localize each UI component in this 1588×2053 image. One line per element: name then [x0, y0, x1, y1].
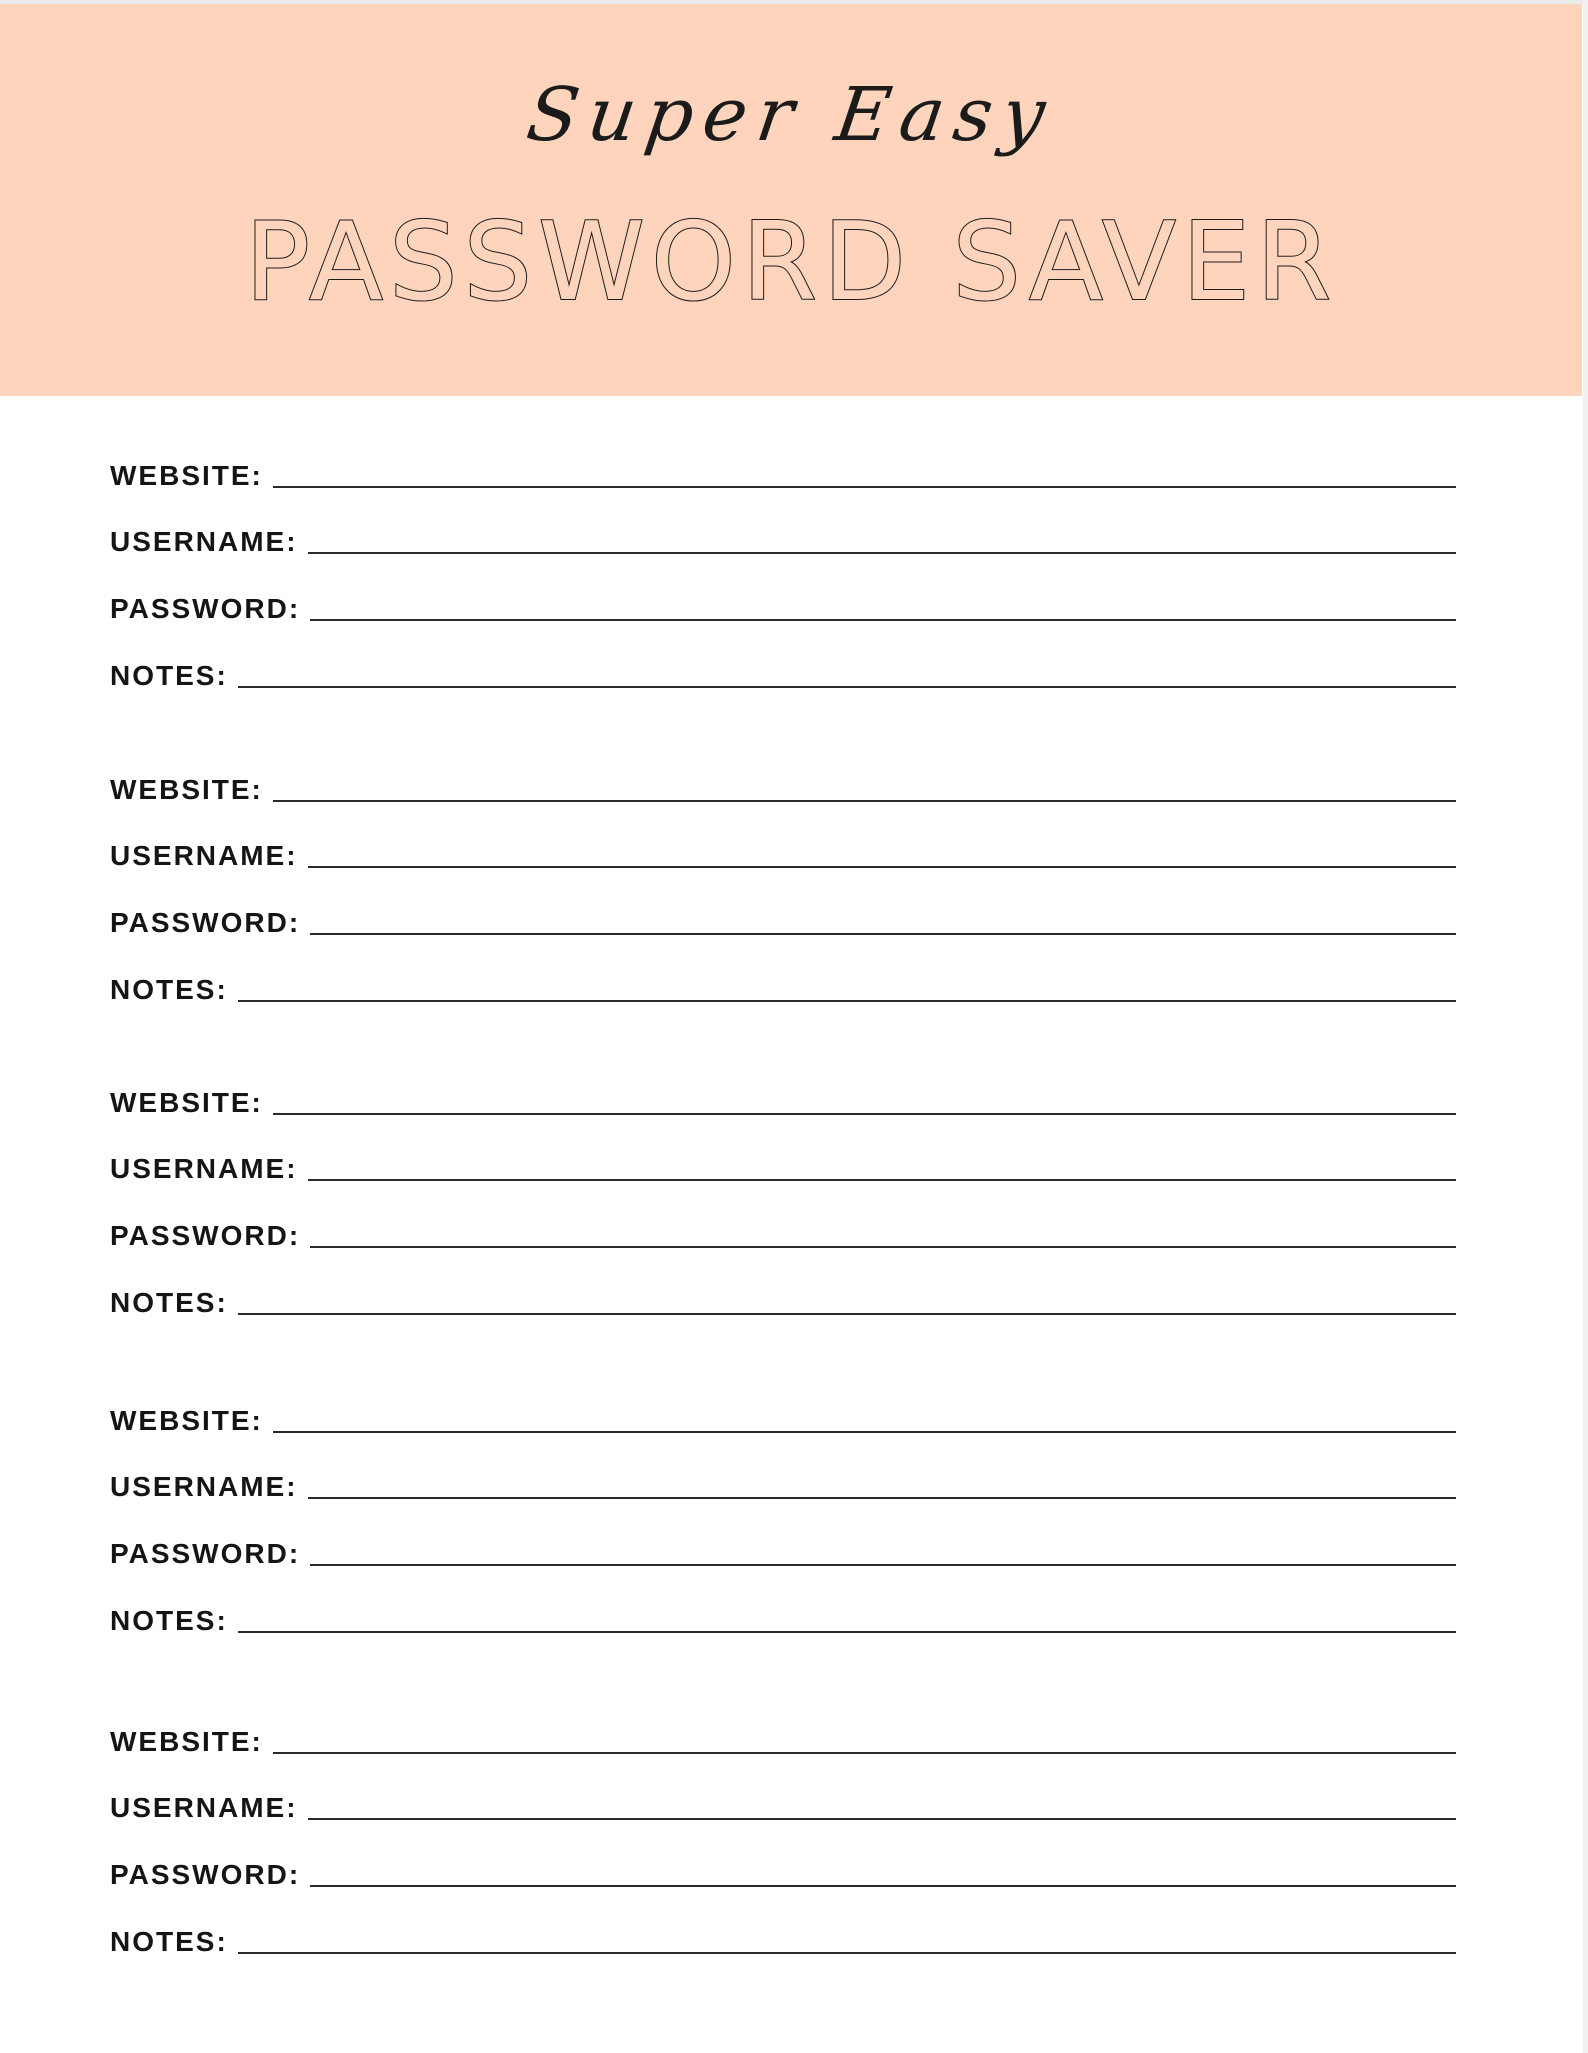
password-label: PASSWORD: — [110, 1538, 301, 1569]
website-line[interactable] — [273, 1752, 1456, 1754]
notes-field[interactable] — [110, 1595, 1456, 1635]
website-label: WEBSITE: — [110, 460, 263, 491]
password-line[interactable] — [310, 1246, 1456, 1248]
notes-line[interactable] — [238, 686, 1456, 688]
password-label: PASSWORD: — [110, 1220, 301, 1251]
notes-line[interactable] — [238, 1000, 1456, 1002]
website-field[interactable] — [110, 450, 1456, 490]
website-field[interactable] — [110, 1395, 1456, 1435]
website-label: WEBSITE: — [110, 1087, 263, 1118]
header-banner — [0, 4, 1582, 396]
website-label: WEBSITE: — [110, 1726, 263, 1757]
notes-field[interactable] — [110, 964, 1456, 1004]
page-edge-shadow — [1583, 0, 1588, 2053]
username-line[interactable] — [308, 1497, 1456, 1499]
password-line[interactable] — [310, 1885, 1456, 1887]
username-field[interactable] — [110, 516, 1456, 556]
notes-field[interactable] — [110, 1277, 1456, 1317]
password-field[interactable] — [110, 583, 1456, 623]
username-label: USERNAME: — [110, 526, 298, 557]
password-field[interactable] — [110, 1849, 1456, 1889]
website-line[interactable] — [273, 1431, 1456, 1433]
notes-line[interactable] — [238, 1313, 1456, 1315]
password-label: PASSWORD: — [110, 593, 301, 624]
website-line[interactable] — [273, 1113, 1456, 1115]
notes-label: NOTES: — [110, 660, 228, 691]
subtitle: Super Easy — [521, 72, 1061, 158]
notes-line[interactable] — [238, 1631, 1456, 1633]
notes-line[interactable] — [238, 1952, 1456, 1954]
password-field[interactable] — [110, 1210, 1456, 1250]
password-line[interactable] — [310, 933, 1456, 935]
page-title: PASSWORD SAVER — [244, 200, 1338, 325]
notes-field[interactable] — [110, 650, 1456, 690]
password-line[interactable] — [310, 1564, 1456, 1566]
website-label: WEBSITE: — [110, 1405, 263, 1436]
password-field[interactable] — [110, 1528, 1456, 1568]
notes-field[interactable] — [110, 1916, 1456, 1956]
notes-label: NOTES: — [110, 1287, 228, 1318]
username-line[interactable] — [308, 1818, 1456, 1820]
username-label: USERNAME: — [110, 840, 298, 871]
username-label: USERNAME: — [110, 1471, 298, 1502]
website-field[interactable] — [110, 764, 1456, 804]
website-label: WEBSITE: — [110, 774, 263, 805]
notes-label: NOTES: — [110, 1926, 228, 1957]
username-field[interactable] — [110, 830, 1456, 870]
username-field[interactable] — [110, 1143, 1456, 1183]
username-field[interactable] — [110, 1782, 1456, 1822]
username-label: USERNAME: — [110, 1153, 298, 1184]
website-line[interactable] — [273, 486, 1456, 488]
username-field[interactable] — [110, 1461, 1456, 1501]
website-field[interactable] — [110, 1716, 1456, 1756]
website-field[interactable] — [110, 1077, 1456, 1117]
password-label: PASSWORD: — [110, 1859, 301, 1890]
notes-label: NOTES: — [110, 1605, 228, 1636]
password-label: PASSWORD: — [110, 907, 301, 938]
website-line[interactable] — [273, 800, 1456, 802]
password-field[interactable] — [110, 897, 1456, 937]
username-line[interactable] — [308, 866, 1456, 868]
username-label: USERNAME: — [110, 1792, 298, 1823]
username-line[interactable] — [308, 552, 1456, 554]
username-line[interactable] — [308, 1179, 1456, 1181]
notes-label: NOTES: — [110, 974, 228, 1005]
password-line[interactable] — [310, 619, 1456, 621]
